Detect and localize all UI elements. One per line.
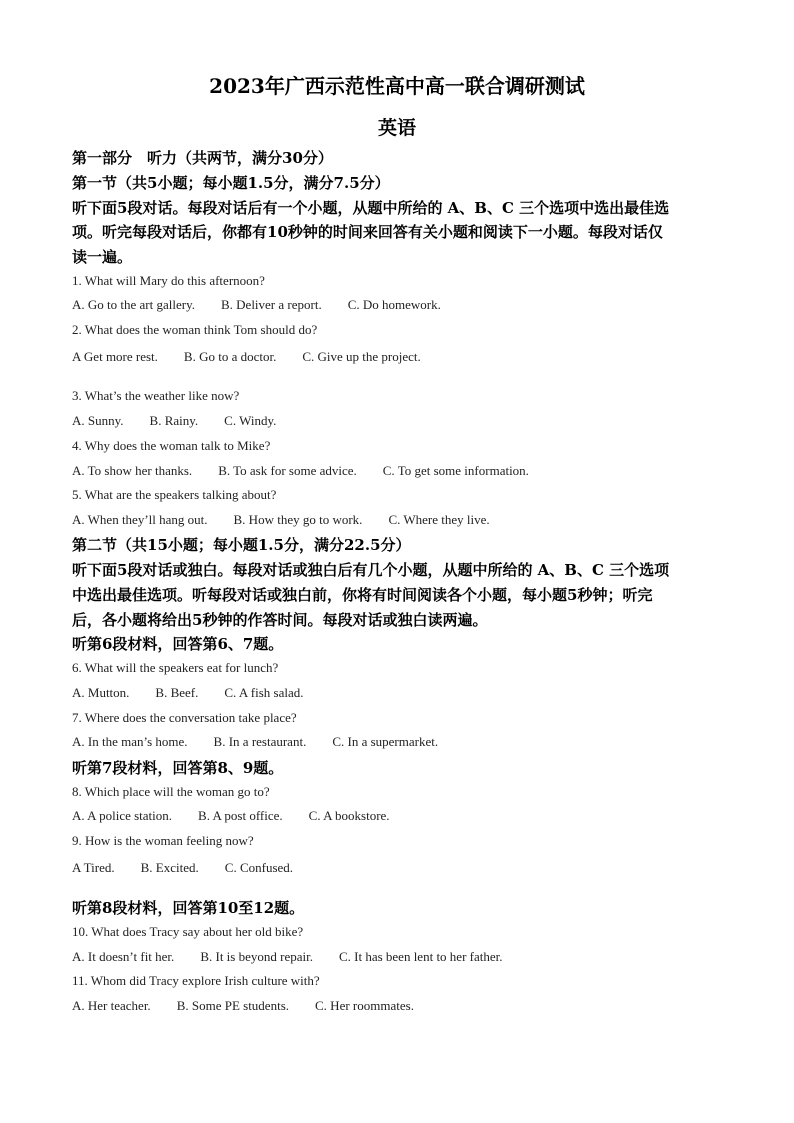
- section1-heading: 第一节（共5小题；每小题1.5分，满分7.5分）: [72, 174, 390, 192]
- option-a: A. When they’ll hang out.: [72, 512, 208, 527]
- section2-instruction-line: 后，各小题将给出5秒钟的作答时间。每段对话或独白读两遍。: [72, 611, 488, 629]
- question-1: 1. What will Mary do this afternoon?: [72, 273, 265, 288]
- option-b: B. It is beyond repair.: [200, 949, 313, 964]
- option-a: A. Sunny.: [72, 413, 124, 428]
- section1-instruction-line: 读一遍。: [72, 248, 133, 266]
- part1-heading: 第一部分 听力（共两节，满分30分）: [72, 149, 333, 167]
- option-c: C. Where they live.: [388, 512, 490, 527]
- section2-heading: 第二节（共15小题；每小题1.5分，满分22.5分）: [72, 536, 411, 554]
- option-a: A. Her teacher.: [72, 998, 151, 1013]
- option-b: B. Deliver a report.: [220, 297, 322, 312]
- section1-instruction-line: 项。听完每段对话后，你都有10秒钟的时间来回答有关小题和阅读下一小题。每段对话仅: [72, 223, 663, 241]
- option-a: A. A police station.: [72, 808, 173, 823]
- option-a: A Get more rest.: [72, 349, 158, 364]
- question-9: 9. How is the woman feeling now?: [72, 833, 254, 848]
- options-5: [72, 512, 516, 528]
- option-a: A. In the man’s home.: [72, 734, 188, 749]
- material-6-heading: 听第6段材料，回答第6、7题。: [72, 635, 284, 653]
- question-4: 4. Why does the woman talk to Mike?: [72, 438, 271, 453]
- option-c: C. A bookstore.: [308, 808, 390, 823]
- option-b: B. Rainy.: [149, 413, 199, 428]
- material-8-heading: 听第8段材料，回答第10至12题。: [72, 899, 305, 917]
- subject-title: 英语: [377, 117, 416, 139]
- option-c: C. In a supermarket.: [332, 734, 439, 749]
- options-1: [72, 297, 467, 313]
- options-7: [72, 734, 464, 750]
- option-c: C. Windy.: [224, 413, 277, 428]
- option-c: C. It has been lent to her father.: [338, 949, 503, 964]
- section2-instruction-line: 听下面5段对话或独白。每段对话或独白后有几个小题，从题中所给的 A、B、C 三个选项: [72, 561, 670, 579]
- options-9: [72, 860, 319, 876]
- section1-instruction-line: 听下面5段对话。每段对话后有一个小题，从题中所给的 A、B、C 三个选项中选出最佳选: [72, 199, 670, 217]
- question-7: 7. Where does the conversation take place?: [72, 710, 297, 725]
- option-b: B. How they go to work.: [233, 512, 363, 527]
- section2-instruction-line: 中选出最佳选项。听每段对话或独白前，你将有时间阅读各个小题，每小题5秒钟；听完: [72, 586, 653, 604]
- question-6: 6. What will the speakers eat for lunch?: [72, 660, 279, 675]
- options-6: [72, 685, 329, 701]
- option-b: B. In a restaurant.: [213, 734, 307, 749]
- material-7-heading: 听第7段材料，回答第8、9题。: [72, 759, 284, 777]
- question-11: 11. Whom did Tracy explore Irish culture with?: [72, 973, 320, 988]
- option-a: A. To show her thanks.: [72, 463, 193, 478]
- options-10: [72, 949, 529, 965]
- option-c: C. Do homework.: [347, 297, 441, 312]
- option-c: C. Her roommates.: [315, 998, 414, 1013]
- option-a: A. It doesn’t fit her.: [72, 949, 175, 964]
- question-3: 3. What’s the weather like now?: [72, 388, 240, 403]
- option-b: B. Excited.: [140, 860, 199, 875]
- option-b: B. Go to a doctor.: [183, 349, 277, 364]
- option-b: B. Some PE students.: [176, 998, 290, 1013]
- question-8: 8. Which place will the woman go to?: [72, 784, 270, 799]
- option-c: C. A fish salad.: [224, 685, 304, 700]
- option-c: C. Confused.: [224, 860, 294, 875]
- option-a: A. Mutton.: [72, 685, 130, 700]
- option-b: B. To ask for some advice.: [218, 463, 357, 478]
- options-3: [72, 413, 302, 429]
- options-8: [72, 808, 416, 824]
- question-10: 10. What does Tracy say about her old bike?: [72, 924, 304, 939]
- options-11: [72, 998, 440, 1014]
- option-c: C. To get some information.: [382, 463, 529, 478]
- option-a: A Tired.: [72, 860, 115, 875]
- option-b: B. A post office.: [198, 808, 283, 823]
- option-c: C. Give up the project.: [302, 349, 421, 364]
- exam-title: 2023年广西示范性高中高一联合调研测试: [209, 74, 585, 98]
- option-b: B. Beef.: [155, 685, 199, 700]
- question-2: 2. What does the woman think Tom should do?: [72, 322, 318, 337]
- option-a: A. Go to the art gallery.: [72, 297, 195, 312]
- options-4: [72, 463, 555, 479]
- options-2: [72, 349, 447, 365]
- question-5: 5. What are the speakers talking about?: [72, 487, 277, 502]
